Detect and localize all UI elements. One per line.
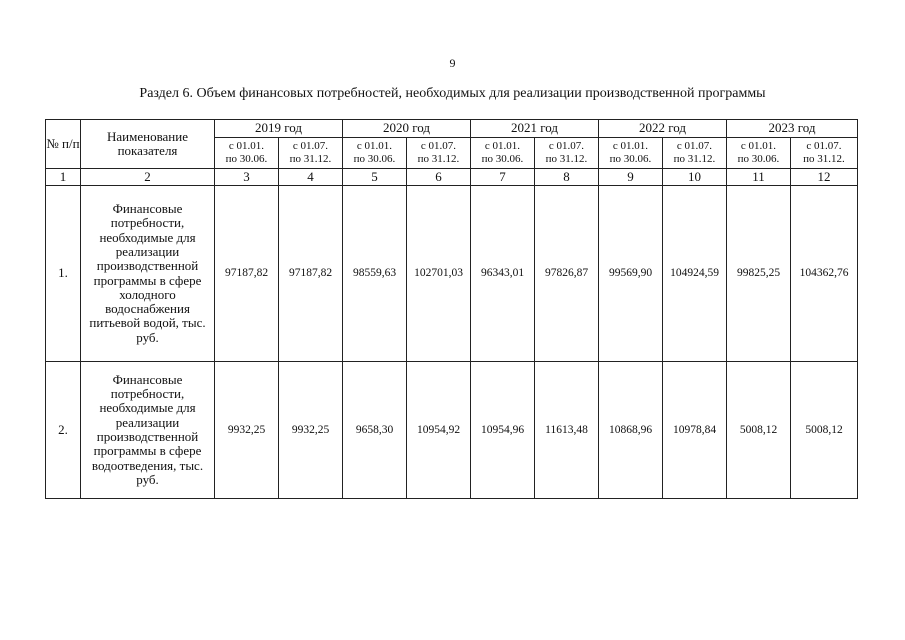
column-number: 8 — [535, 169, 599, 186]
row-value: 10978,84 — [663, 362, 727, 499]
header-period: с 01.07. по 31.12. — [535, 138, 599, 169]
table-row — [46, 362, 858, 499]
column-number: 10 — [663, 169, 727, 186]
column-number: 9 — [599, 169, 663, 186]
header-year-2020: 2020 год — [343, 120, 471, 138]
header-period: с 01.07. по 31.12. — [791, 138, 858, 169]
row-value: 99825,25 — [727, 186, 791, 362]
column-number: 7 — [471, 169, 535, 186]
section-title: Раздел 6. Объем финансовых потребностей, необходимых для реализации производственной программы — [139, 86, 766, 101]
row-value: 96343,01 — [471, 186, 535, 362]
column-number: 11 — [727, 169, 791, 186]
table-row — [46, 186, 858, 362]
column-number: 4 — [279, 169, 343, 186]
row-value: 97187,82 — [279, 186, 343, 362]
page-number: 9 — [449, 56, 456, 70]
row-name: Финансовые потребности, необходимые для реализации производственной программы в сфере холодного водоснабжения питьевой водой, тыс. руб. — [81, 186, 215, 362]
header-period: с 01.01. по 30.06. — [471, 138, 535, 169]
row-value: 102701,03 — [407, 186, 471, 362]
column-number: 12 — [791, 169, 858, 186]
header-period: с 01.07. по 31.12. — [279, 138, 343, 169]
column-number: 5 — [343, 169, 407, 186]
row-value: 99569,90 — [599, 186, 663, 362]
row-value: 97187,82 — [215, 186, 279, 362]
header-period: с 01.07. по 31.12. — [407, 138, 471, 169]
row-value: 9932,25 — [215, 362, 279, 499]
column-number: 1 — [46, 169, 81, 186]
header-period: с 01.01. по 30.06. — [599, 138, 663, 169]
header-year-2022: 2022 год — [599, 120, 727, 138]
header-period: с 01.01. по 30.06. — [727, 138, 791, 169]
row-index: 1. — [46, 186, 81, 362]
row-value: 10868,96 — [599, 362, 663, 499]
row-value: 104362,76 — [791, 186, 858, 362]
column-number: 2 — [81, 169, 215, 186]
row-value: 9932,25 — [279, 362, 343, 499]
header-period: с 01.01. по 30.06. — [215, 138, 279, 169]
row-value: 98559,63 — [343, 186, 407, 362]
row-value: 9658,30 — [343, 362, 407, 499]
header-period: с 01.07. по 31.12. — [663, 138, 727, 169]
row-value: 10954,96 — [471, 362, 535, 499]
header-period: с 01.01. по 30.06. — [343, 138, 407, 169]
row-value: 11613,48 — [535, 362, 599, 499]
row-value: 5008,12 — [791, 362, 858, 499]
row-name: Финансовые потребности, необходимые для реализации производственной программы в сфере водоотведения, тыс. руб. — [81, 362, 215, 499]
column-number: 6 — [407, 169, 471, 186]
header-year-2019: 2019 год — [215, 120, 343, 138]
financial-needs-table — [45, 119, 858, 499]
column-number: 3 — [215, 169, 279, 186]
row-value: 97826,87 — [535, 186, 599, 362]
row-value: 10954,92 — [407, 362, 471, 499]
row-index: 2. — [46, 362, 81, 499]
header-num: № п/п — [46, 120, 81, 169]
row-value: 104924,59 — [663, 186, 727, 362]
row-value: 5008,12 — [727, 362, 791, 499]
header-year-2021: 2021 год — [471, 120, 599, 138]
header-name: Наименование показателя — [81, 120, 215, 169]
header-year-2023: 2023 год — [727, 120, 858, 138]
